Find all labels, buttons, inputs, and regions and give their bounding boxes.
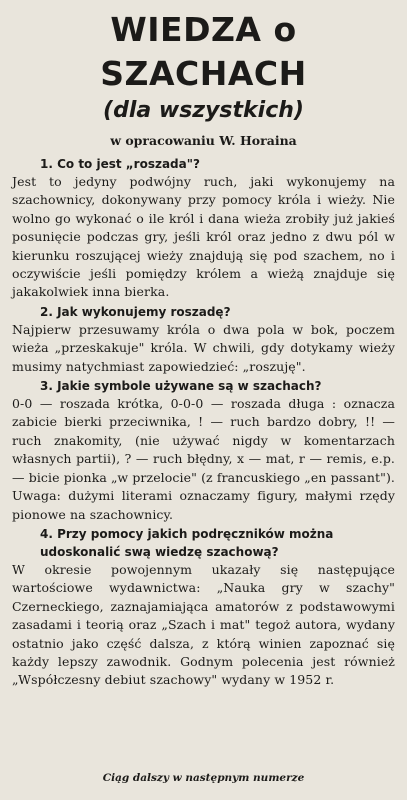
question-4: 4. Przy pomocy jakich podręczników można udoskonalić swą wiedzę szachową? — [40, 526, 334, 559]
article-title: WIEDZA o SZACHACH — [100, 10, 307, 93]
section-2 — [12, 303, 395, 376]
answer-2: Najpierw przesuwamy króla o dwa pola w bok, poczem wieża „przeskakuje" króla. W chwili, gdy dotykamy wieży musimy natychmiast zapowiedzieć: „roszuję". — [12, 321, 395, 374]
section-1 — [12, 155, 395, 302]
continuation-note: Ciąg dalszy w następnym numerze — [102, 772, 305, 784]
question-1: 1. Co to jest „roszada"? — [40, 157, 200, 171]
question-2: 2. Jak wykonujemy roszadę? — [40, 304, 231, 319]
section-3 — [12, 377, 395, 524]
article-byline: w opracowaniu W. Horaina — [110, 133, 297, 148]
article-subtitle: (dla wszystkich) — [103, 98, 304, 123]
question-3: 3. Jakie symbole używane są w szachach? — [40, 379, 322, 394]
answer-3: 0-0 — roszada krótka, 0-0-0 — roszada długa : oznacza zabicie bierki przeciwnika, ! — ruch bardzo dobry, !! — ruch znakomity, (nie używać nigdy w komentarzach własnych partii), ? — ruch błędny, x — mat, r — remis, e.p. — bicie pionka „w przelocie" (z francuskiego „en passant"). Uwaga: dużymi literami oznaczamy figury, małymi rzędy pionowe na szachownicy. — [12, 396, 395, 522]
answer-4: W okresie powojennym ukazały się następujące wartościowe wydawnictwa: „Nauka gry w szachy" Czerneckiego, zaznajamiająca amatorów z podstawowymi zasadami i teorią oraz „Szach i mat" tegoż autora, wydany ostatnio jako część dalsza, z którą winien zapoznać się każdy lepszy zawodnik. Godnym polecenia jest również „Współczesny debiut szachowy" wydany w 1952 r. — [12, 561, 395, 688]
answer-1: Jest to jedyny podwójny ruch, jaki wykonujemy na szachownicy, dokonywany przy pomocy króla i wieży. Nie wolno go wykonać o ile król i dana wieża zrobiły już jakieś posunięcie podczas gry, jeśli król oraz jedno z dwu pól w kierunku roszującej wieży znajdują się pod szachem, no i oczywiście jeśli pomiędzy królem a wieżą znajduje się jakakolwiek inna bierka. — [12, 174, 395, 300]
section-4 — [12, 525, 395, 690]
